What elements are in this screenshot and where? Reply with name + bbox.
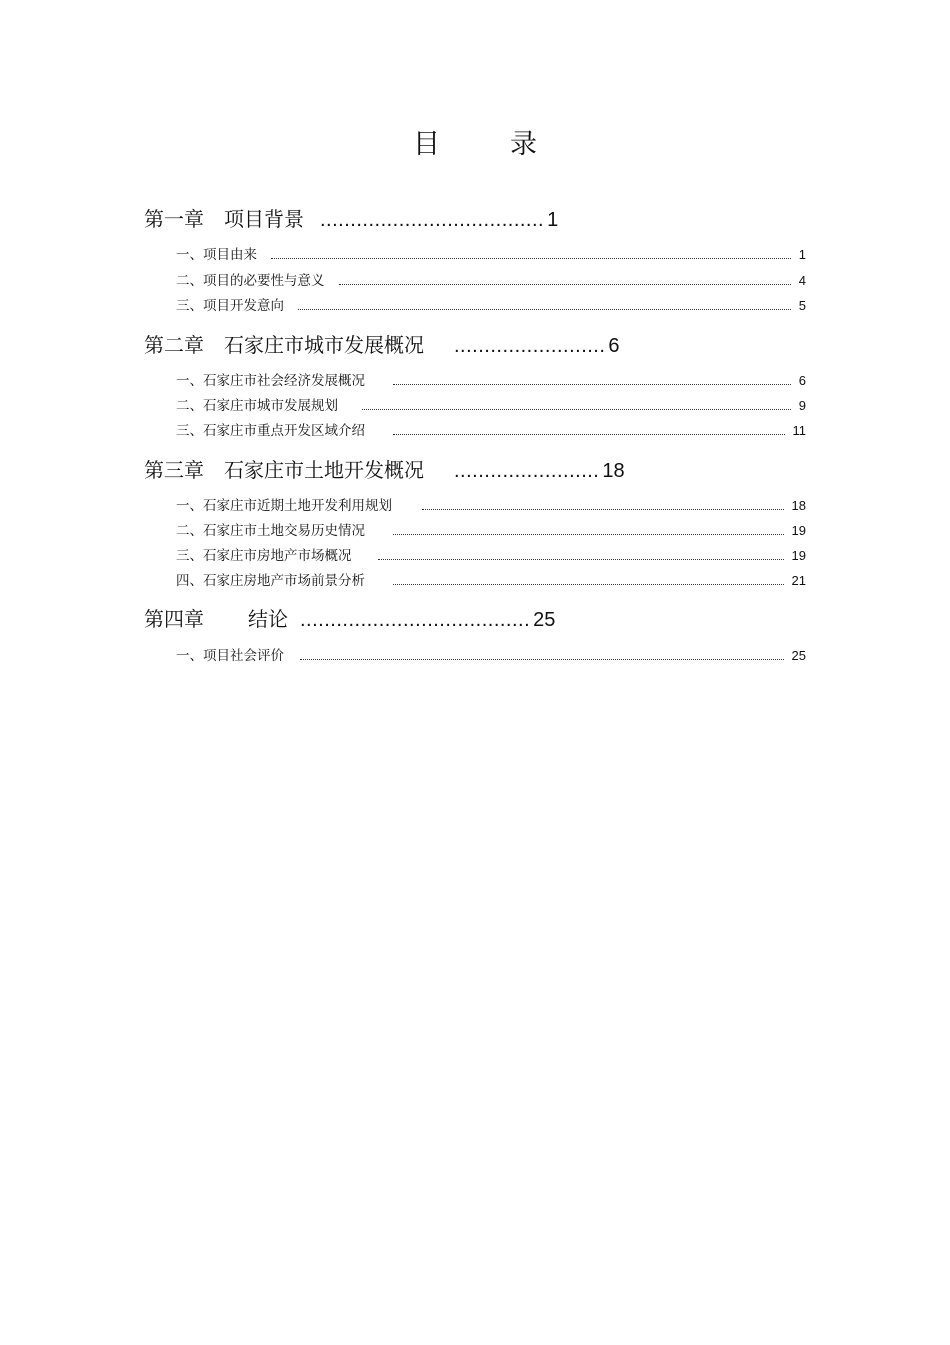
section-3-1-entry[interactable] [176,494,806,514]
section-leader [393,433,785,435]
section-leader [378,558,784,560]
section-title: 三、石家庄市房地产市场概况 [176,548,352,564]
section-page: 9 [798,398,806,413]
section-leader [300,658,784,660]
section-page: 6 [798,373,806,388]
section-1-1-entry[interactable] [176,243,806,263]
chapter-4-entry[interactable] [144,603,555,632]
section-4-1-entry[interactable] [176,644,806,664]
section-title: 一、项目由来 [176,247,257,263]
section-title: 二、石家庄市土地交易历史情况 [176,523,365,539]
section-leader [271,257,791,259]
chapter-page: 18 [602,460,625,482]
toc-title-right: 录 [510,129,537,160]
section-title: 二、项目的必要性与意义 [176,273,325,289]
chapter-page: 25 [533,609,556,631]
section-leader [362,408,791,410]
section-2-3-entry[interactable] [176,419,806,439]
chapter-title: 结论 [248,607,288,631]
section-leader [393,583,784,585]
section-page: 19 [791,548,806,563]
chapter-page: 1 [547,209,559,231]
chapter-title: 石家庄市土地开发概况 [224,458,424,482]
chapter-2-entry[interactable] [144,329,620,358]
chapter-leader: ..................................... [320,209,545,231]
chapter-leader: ......................... [454,335,606,357]
chapter-leader: ........................ [454,460,600,482]
chapter-3-entry[interactable] [144,454,625,483]
section-3-2-entry[interactable] [176,519,806,539]
section-page: 4 [798,273,806,288]
section-page: 1 [798,247,806,262]
chapter-title: 项目背景 [224,207,304,231]
section-title: 四、石家庄房地产市场前景分析 [176,573,365,589]
chapter-number: 第四章 [144,607,204,631]
chapter-number: 第二章 [144,333,204,357]
section-2-2-entry[interactable] [176,394,806,414]
section-2-1-entry[interactable] [176,369,806,389]
section-1-3-entry[interactable] [176,294,806,314]
section-page: 19 [791,523,806,538]
section-title: 一、石家庄市社会经济发展概况 [176,373,365,389]
section-title: 二、石家庄市城市发展规划 [176,398,338,414]
section-3-3-entry[interactable] [176,544,806,564]
section-page: 18 [791,498,806,513]
section-title: 一、石家庄市近期土地开发利用规划 [176,498,392,514]
chapter-leader: ...................................... [300,609,531,631]
chapter-1-entry[interactable] [144,203,558,232]
chapter-page: 6 [608,335,620,357]
section-leader [393,533,784,535]
toc-title-left: 目 [413,129,440,160]
section-leader [339,283,791,285]
section-title: 一、项目社会评价 [176,648,284,664]
section-page: 21 [791,573,806,588]
section-leader [298,308,791,310]
chapter-number: 第一章 [144,207,204,231]
section-3-4-entry[interactable] [176,569,806,589]
section-leader [422,508,784,510]
section-page: 25 [791,648,806,663]
section-page: 11 [792,423,806,438]
chapter-title: 石家庄市城市发展概况 [224,333,424,357]
section-page: 5 [798,298,806,313]
section-1-2-entry[interactable] [176,269,806,289]
chapter-number: 第三章 [144,458,204,482]
section-leader [393,383,791,385]
section-title: 三、项目开发意向 [176,298,284,314]
section-title: 三、石家庄市重点开发区域介绍 [176,423,365,439]
